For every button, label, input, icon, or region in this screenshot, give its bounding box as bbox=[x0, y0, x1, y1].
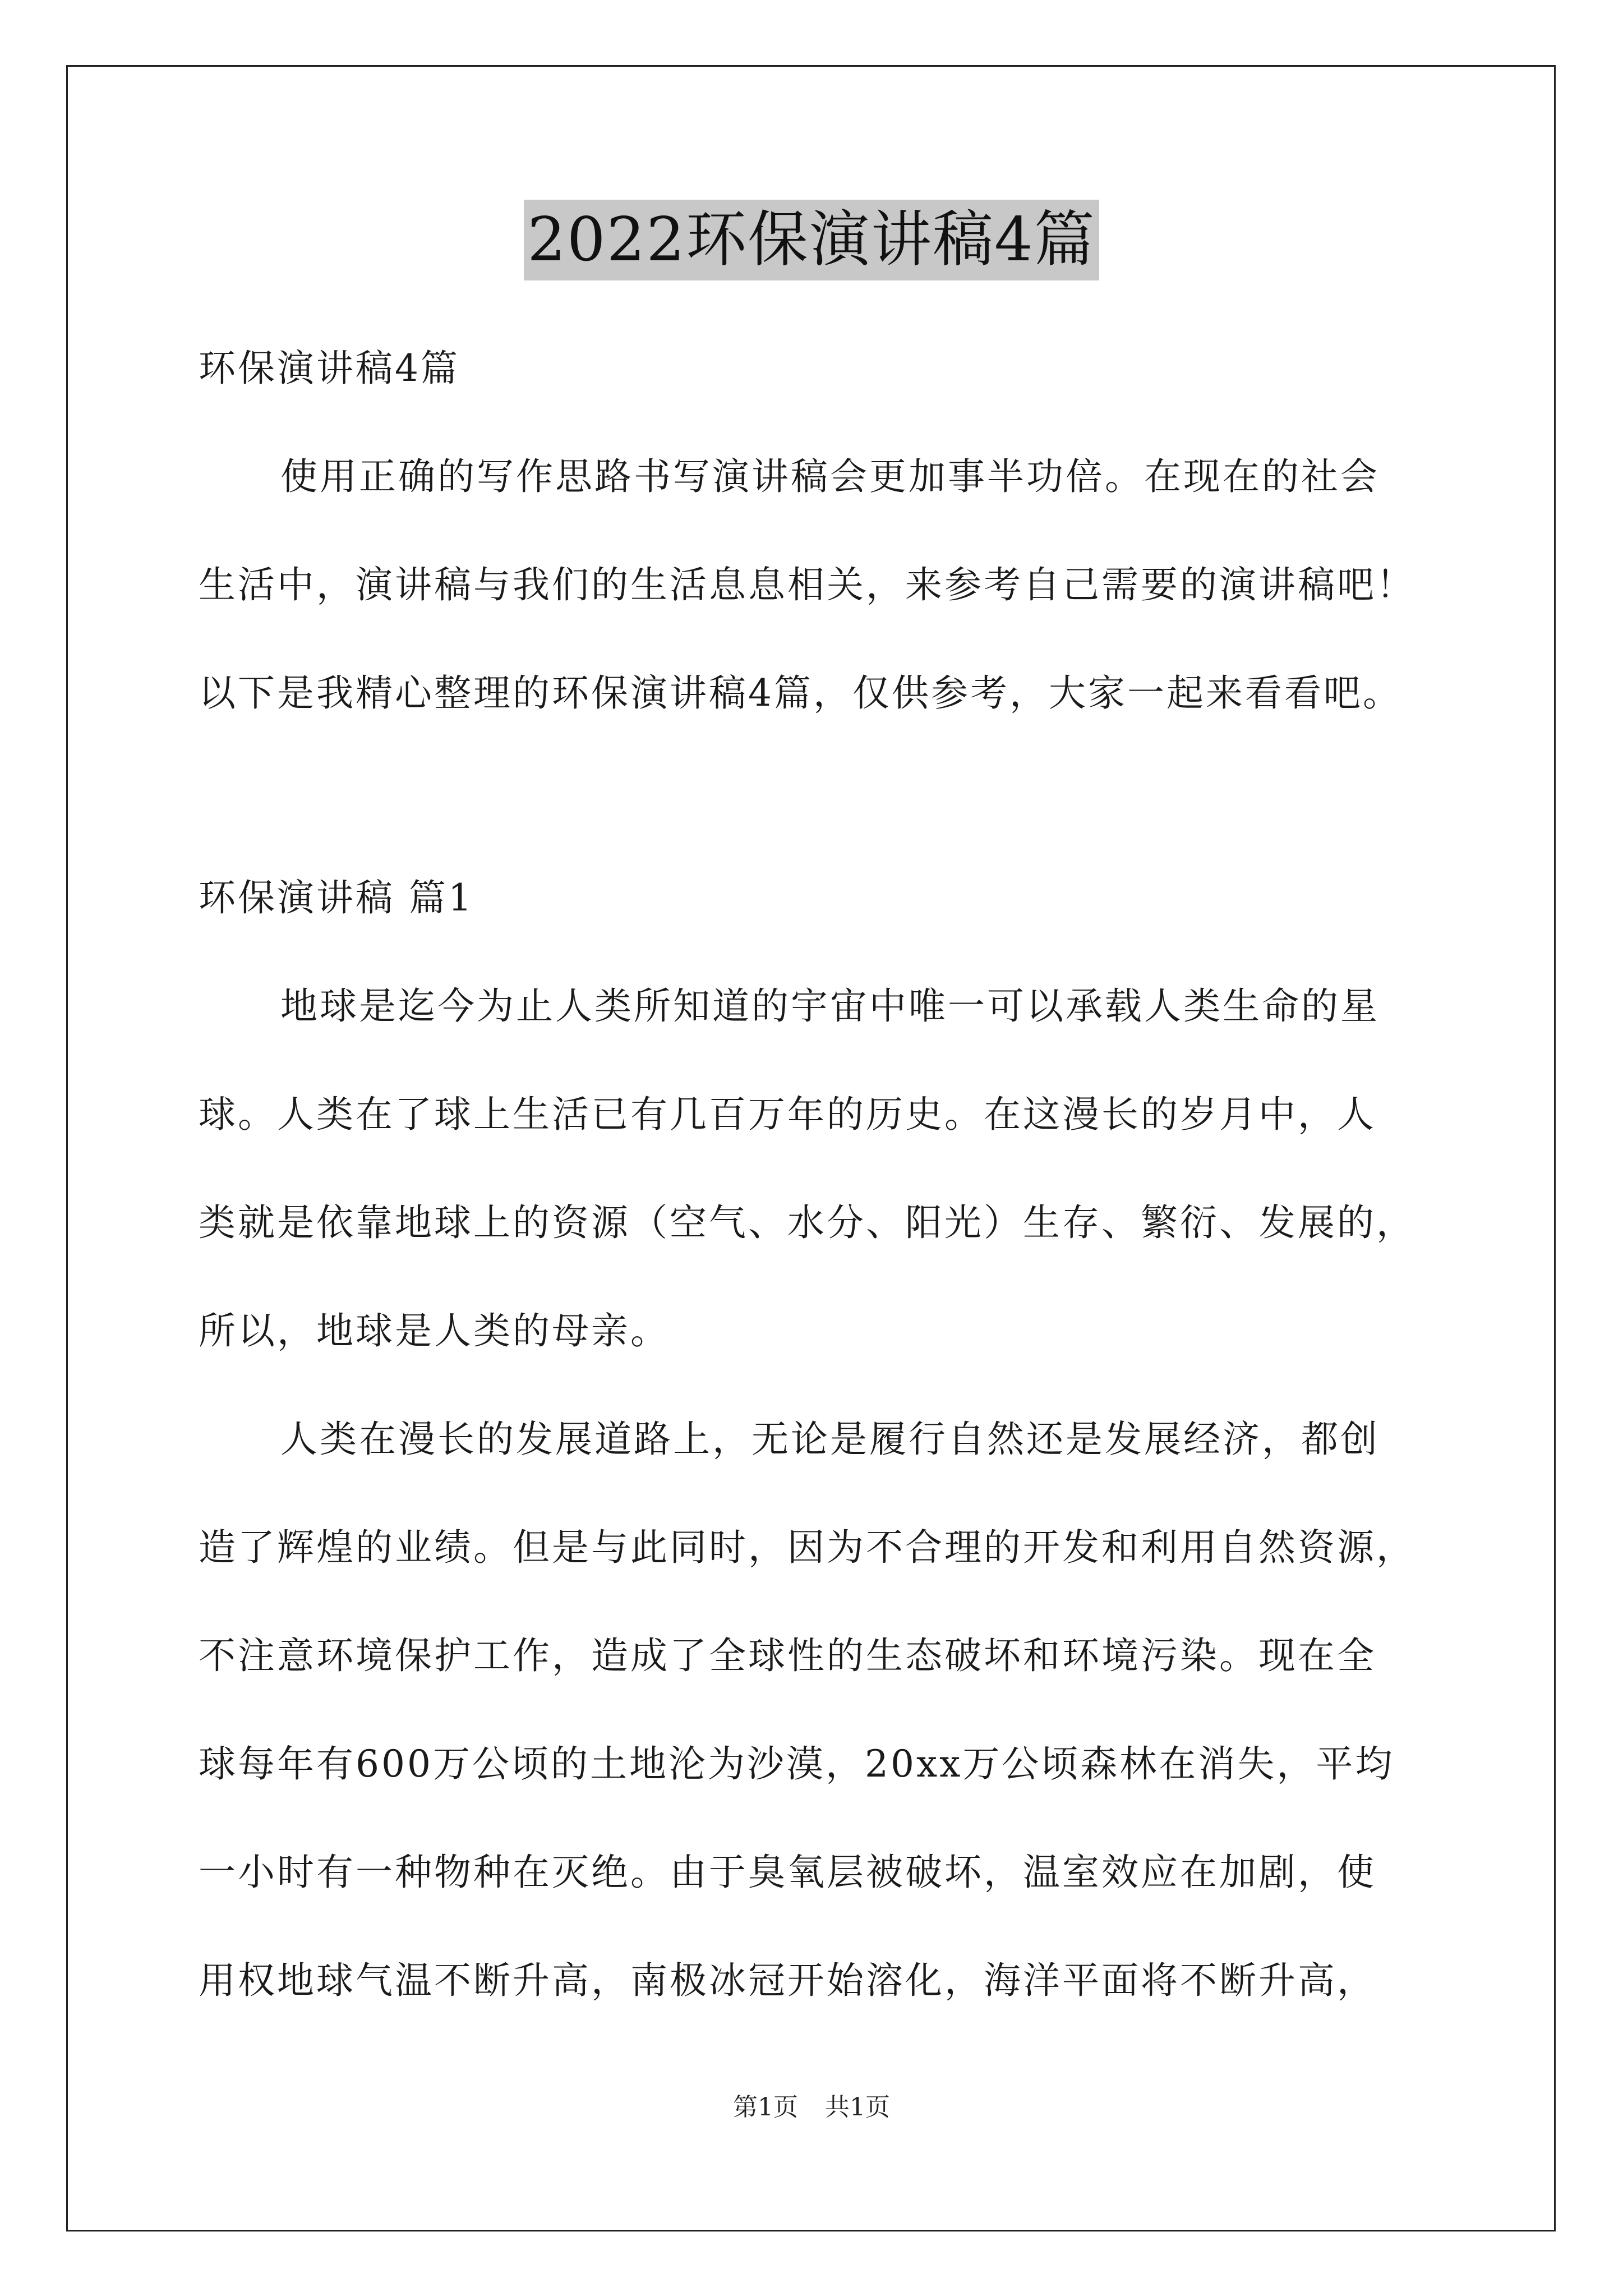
intro-line: 以下是我精心整理的环保演讲稿4篇，仅供参考，大家一起来看看吧。 bbox=[199, 671, 1402, 715]
subtitle: 环保演讲稿4篇 bbox=[199, 347, 460, 390]
paragraph-line: 造了辉煌的业绩。但是与此同时，因为不合理的开发和利用自然资源， bbox=[199, 1526, 1415, 1569]
document-title: 2022环保演讲稿4篇 bbox=[524, 200, 1099, 280]
paragraph-line: 一小时有一种物种在灭绝。由于臭氧层被破坏，温室效应在加剧，使 bbox=[199, 1851, 1376, 1894]
paragraph-line: 用权地球气温不断升高，南极冰冠开始溶化，海洋平面将不断升高， bbox=[199, 1959, 1376, 2002]
document-body bbox=[199, 314, 1432, 2035]
paragraph-line: 人类在漫长的发展道路上，无论是履行自然还是发展经济，都创 bbox=[280, 1418, 1380, 1461]
paragraph-line: 不注意环境保护工作，造成了全球性的生态破坏和环境污染。现在全 bbox=[199, 1634, 1376, 1677]
paragraph-line: 类就是依靠地球上的资源（空气、水分、阳光）生存、繁衍、发展的， bbox=[199, 1201, 1415, 1244]
page-footer bbox=[0, 2087, 1623, 2123]
paragraph-gap bbox=[199, 747, 1432, 844]
section-heading: 环保演讲稿 篇1 bbox=[199, 876, 474, 919]
title-area bbox=[0, 200, 1623, 280]
intro-line: 使用正确的写作思路书写演讲稿会更加事半功倍。在现在的社会 bbox=[280, 455, 1380, 498]
paragraph-line: 球。人类在了球上生活已有几百万年的历史。在这漫长的岁月中，人 bbox=[199, 1093, 1376, 1136]
intro-line: 生活中，演讲稿与我们的生活息息相关，来参考自己需要的演讲稿吧！ bbox=[199, 563, 1415, 606]
paragraph-line: 所以，地球是人类的母亲。 bbox=[199, 1309, 670, 1352]
paragraph-line: 球每年有600万公顷的土地沦为沙漠，20xx万公顷森林在消失，平均 bbox=[199, 1742, 1395, 1786]
page-number: 第1页 bbox=[733, 2093, 798, 2122]
paragraph-line: 地球是迄今为止人类所知道的宇宙中唯一可以承载人类生命的星 bbox=[280, 984, 1380, 1028]
page-total: 共1页 bbox=[825, 2093, 890, 2122]
